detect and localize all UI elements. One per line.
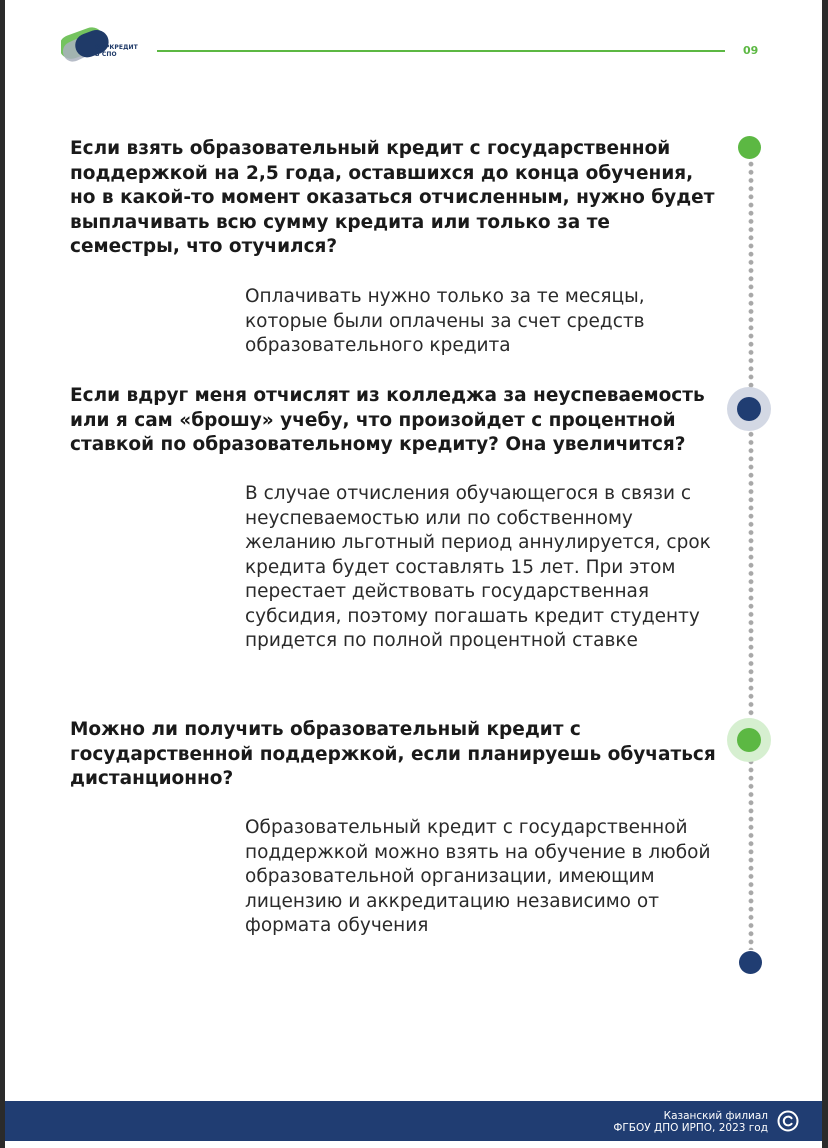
answer-2: В случае отчисления обучающегося в связи с неуспеваемостью или по собственному желанию льготный период аннулируется, срок кредита будет составлять 15 лет. При этом перестает действовать государственная субсидия, поэтому погашать кредит студенту придется по полной процентной ставке	[245, 483, 711, 651]
timeline-node-navy-bottom	[739, 951, 762, 974]
timeline-node-green-top	[738, 136, 761, 159]
page-number: 09	[743, 44, 759, 57]
footer-text	[613, 1110, 768, 1134]
question-3: Можно ли получить образовательный кредит с государственной поддержкой, если планируешь обучаться дистанционно?	[70, 719, 716, 789]
timeline-node-green-middle	[737, 728, 761, 752]
logo-text	[95, 44, 138, 58]
timeline-dotted-line	[748, 160, 754, 950]
question-1: Если взять образовательный кредит с государственной поддержкой на 2,5 года, оставшихся до конца обучения, но в какой-то момент оказаться отчисленным, нужно будет выплачивать всю сумму кредита или только за те семестры, что отучился?	[70, 138, 715, 257]
copyright-icon	[777, 1110, 799, 1132]
header-divider	[157, 50, 725, 52]
timeline-node-navy-middle	[737, 397, 761, 421]
answer-3: Образовательный кредит с государственной поддержкой можно взять на обучение в любой образовательной организации, имеющим лицензию и аккредитацию независимо от формата обучения	[245, 817, 711, 936]
question-2: Если вдруг меня отчислят из колледжа за неуспеваемость или я сам «брошу» учебу, что произойдет с процентной ставкой по образовательному кредиту? Она увеличится?	[70, 385, 705, 455]
document-page	[5, 0, 822, 1148]
logo-line2: В СПО	[95, 51, 117, 58]
footer	[5, 1101, 822, 1141]
logo-line1: ОБРКРЕДИТ	[95, 44, 138, 51]
answer-1: Оплачивать нужно только за те месяцы, которые были оплачены за счет средств образовательного кредита	[245, 286, 645, 356]
footer-line1: Казанский филиал	[663, 1110, 768, 1122]
footer-line2: ФГБОУ ДПО ИРПО, 2023 год	[613, 1122, 768, 1134]
